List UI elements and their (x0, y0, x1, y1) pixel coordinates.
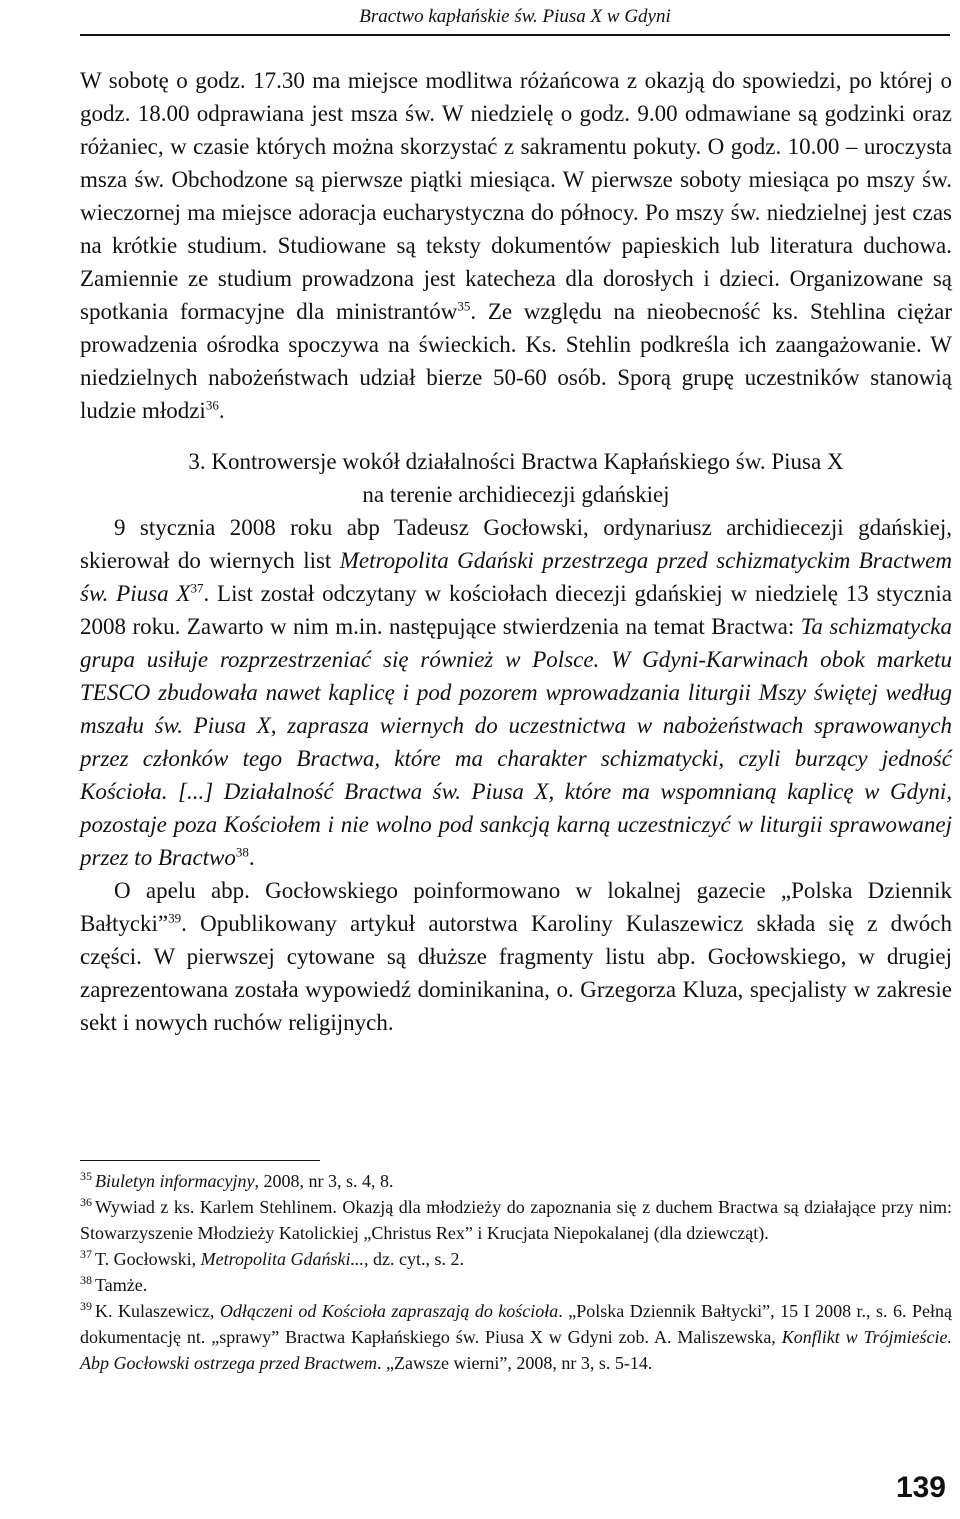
footnotes (80, 1168, 952, 1376)
running-header: Bractwo kapłańskie św. Piusa X w Gdyni (359, 6, 671, 27)
section-heading (80, 445, 952, 511)
footnote-38: $^{38}$ Tamże. (80, 1273, 148, 1295)
paragraph-schedule: W sobotę o godz. 17.30 ma miejsce modlitwa różańcowa z okazją do spowiedzi, po której o godz. 18.00 odprawiana jest msza św. W niedzielę o godz. 9.00 odmawiane są godzinki oraz różaniec, w czasie których można skorzystać z sakramentu pokuty. O godz. 10.00 – uroczysta msza św. Obchodzone są pierwsze piątki miesiąca. W pierwsze soboty miesiąca po mszy św. wieczornej ma miejsce adoracja eucharystyczna do północy. Po mszy św. niedzielnej jest czas na krótkie studium. Studiowane są teksty dokumentów papieskich lub literatura duchowa. Zamiennie ze studium prowadzona jest katecheza dla dorosłych i dzieci. Organizowane są spotkania formacyjne dla ministrantów$^{35}$. Ze względu na nieobecność ks. Stehlina ciężar prowadzenia ośrodka spoczywa na świeckich. Ks. Stehlin podkreśla ich zaangażowanie. W niedzielnych nabożeństwach udział bierze 50-60 osób. Sporą grupę uczestników stanowią ludzie młodzi$^{36}$. (80, 68, 952, 423)
footnote-36: $^{36}$ Wywiad z ks. Karlem Stehlinem. Okazją dla młodzieży do zapoznania się z duchem Bractwa są działające przy nim: Stowarzyszenie Młodzieży Katolickiej „Christus Rex” i Krucjata Niepokalanej (dla dziewcząt). (80, 1195, 952, 1243)
footnote-ref-38: 38 (235, 844, 249, 860)
footnote-ref-39: 39 (168, 910, 182, 926)
section-heading-line-2: na terenie archidiecezji gdańskiej (362, 482, 670, 507)
header-rule (80, 34, 950, 36)
footnote-35: $^{35}$ Biuletyn informacyjny, 2008, nr 3, s. 4, 8. (80, 1169, 394, 1191)
footnote-separator (80, 1160, 320, 1161)
paragraph-letter: 9 stycznia 2008 roku abp Tadeusz Gocłowski, ordynariusz archidiecezji gdańskiej, skierował do wiernych list Metropolita Gdański przestrzega przed schizmatyckim Bractwem św. Piusa $X^{37}$. List został odczytany w kościołach diecezji gdańskiej w niedzielę 13 stycznia 2008 roku. Zawarto w nim m.in. następujące stwierdzenia na temat Bractwa: Ta schizmatycka grupa usiłuje rozprzestrzeniać się również w Polsce. W Gdyni-Karwinach obok marketu TESCO zbudowała nawet kaplicę i pod pozorem wprowadzania liturgii Mszy świętej według mszału św. Piusa X, zaprasza wiernych do uczestnictwa w nabożeństwach sprawowanych przez członków tego Bractwa, które ma charakter schizmatycki, czyli burzący jedność Kościoła. [...] Działalność Bractwa św. Piusa X, które ma wspomnianą kaplicę w Gdyni, pozostaje poza Kościołem i nie wolno pod sankcją karną uczestniczyć w liturgii sprawowanej przez to Bractwo$^{38}$. (80, 515, 952, 870)
footnote-37: $^{37}$ T. Gocłowski, Metropolita Gdański..., dz. cyt., s. 2. (80, 1247, 464, 1269)
page-number: 139 (895, 1471, 946, 1504)
footnote-ref-36: 36 (205, 397, 219, 413)
paragraph-newspaper: O apelu abp. Gocłowskiego poinformowano w lokalnej gazecie „Polska Dziennik Bałtycki”$^{39}$. Opublikowany artykuł autorstwa Karoliny Kulaszewicz składa się z dwóch części. W pierwszej cytowane są dłuższe fragmenty listu abp. Gocłowskiego, w drugiej zaprezentowana została wypowiedź dominikanina, o. Grzegorza Kluza, specjalisty w zakresie sekt i nowych ruchów religijnych. (80, 878, 952, 1035)
main-text (80, 64, 952, 1039)
letter-title: Metropolita Gdański przestrzega przed schizmatyckim Bractwem św. Piusa X (80, 548, 952, 606)
footnote-39: $^{39}$ K. Kulaszewicz, Odłączeni od Kościoła zapraszają do kościoła. „Polska Dziennik Bałtycki”, 15 I 2008 r., s. 6. Pełną dokumentację nt. „sprawy” Bractwa Kapłańskiego św. Piusa X w Gdyni zob. A. Maliszewska, Konflikt w Trójmieście. Abp Gocłowski ostrzega przed Bractwem. „Zawsze wierni”, 2008, nr 3, s. 5-14. (80, 1299, 952, 1373)
footnote-ref-35: 35 (457, 298, 471, 314)
letter-quote: Ta schizmatycka grupa usiłuje rozprzestrzeniać się również w Polsce. W Gdyni-Karwinach obok marketu TESCO zbudowała nawet kaplicę i pod pozorem wprowadzania liturgii Mszy świętej według mszału św. Piusa X, zaprasza wiernych do uczestnictwa w nabożeństwach sprawowanych przez członków tego Bractwa, które ma charakter schizmatycki, czyli burzący jedność Kościoła. [...] Działalność Bractwa św. Piusa X, które ma wspomnianą kaplicę w Gdyni, pozostaje poza Kościołem i nie wolno pod sankcją karną uczestniczyć w liturgii sprawowanej przez to Bractwo (80, 614, 952, 870)
section-heading-line-1: 3. Kontrowersje wokół działalności Bractwa Kapłańskiego św. Piusa X (188, 449, 844, 474)
footnote-ref-37: 37 (190, 580, 204, 596)
